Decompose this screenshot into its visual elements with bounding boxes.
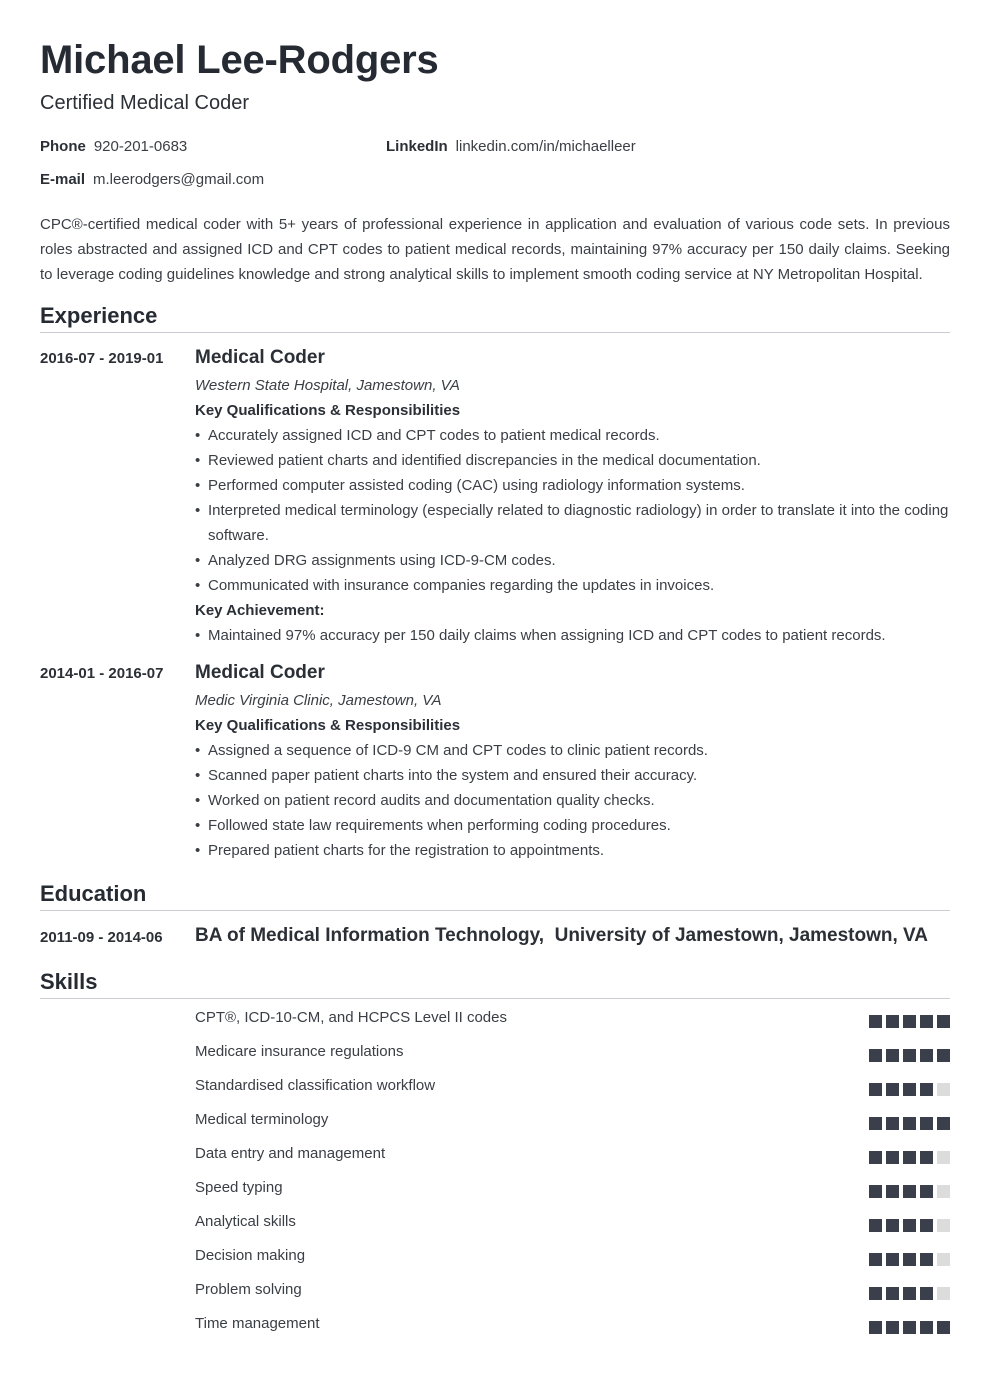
skill-level-dot-filled: [869, 1083, 882, 1096]
skill-name: Data entry and management: [195, 1145, 386, 1162]
skill-level-dot-filled: [937, 1117, 950, 1130]
job-company: Medic Virginia Clinic, Jamestown, VA: [195, 692, 442, 709]
skill-level-dot-filled: [886, 1117, 899, 1130]
skill-row: [195, 1141, 950, 1175]
job-dates: 2014-01 - 2016-07: [40, 665, 164, 682]
skills-list: [195, 1005, 950, 1345]
job-entry: [195, 343, 950, 648]
skill-row: [195, 1243, 950, 1277]
skill-level-dot-empty: [937, 1287, 950, 1300]
job-dates: 2016-07 - 2019-01: [40, 350, 164, 367]
email-label: E-mail: [40, 171, 86, 188]
skill-level-dot-filled: [869, 1253, 882, 1266]
skill-level-dot-empty: [937, 1151, 950, 1164]
skill-level-dot-filled: [886, 1083, 899, 1096]
responsibilities-list: [195, 738, 950, 863]
phone-label: Phone: [40, 138, 86, 155]
list-item: • Accurately assigned ICD and CPT codes to patient medical records.: [195, 423, 950, 448]
email-value: m.leerodgers@gmail.com: [93, 171, 265, 188]
skills-divider: [40, 998, 950, 999]
skill-level-indicator: [865, 1151, 950, 1164]
skill-level-dot-filled: [920, 1049, 933, 1062]
skill-level-indicator: [865, 1083, 950, 1096]
skill-level-dot-filled: [869, 1287, 882, 1300]
skill-level-dot-filled: [886, 1219, 899, 1232]
skill-level-dot-filled: [903, 1049, 916, 1062]
skill-level-dot-filled: [869, 1151, 882, 1164]
list-item: • Followed state law requirements when performing coding procedures.: [195, 813, 950, 838]
skill-level-dot-filled: [869, 1321, 882, 1334]
job-entry: [195, 658, 950, 863]
skill-level-dot-filled: [903, 1117, 916, 1130]
list-item: • Analyzed DRG assignments using ICD-9-CM codes.: [195, 548, 950, 573]
skill-level-dot-filled: [903, 1219, 916, 1232]
job-title: Medical Coder: [195, 347, 325, 368]
skill-level-dot-filled: [886, 1287, 899, 1300]
skill-row: [195, 1209, 950, 1243]
skill-row: [195, 1107, 950, 1141]
list-item: • Assigned a sequence of ICD-9 CM and CPT codes to clinic patient records.: [195, 738, 950, 763]
skill-level-indicator: [865, 1185, 950, 1198]
achievements-list: [195, 623, 950, 648]
skill-row: [195, 1175, 950, 1209]
skill-level-dot-filled: [920, 1219, 933, 1232]
skill-level-dot-filled: [903, 1015, 916, 1028]
skill-level-indicator: [865, 1287, 950, 1300]
candidate-name: Michael Lee-Rodgers: [40, 38, 439, 82]
skill-level-dot-filled: [920, 1321, 933, 1334]
skill-row: [195, 1005, 950, 1039]
contact-phone: [40, 138, 187, 155]
skill-level-dot-filled: [886, 1185, 899, 1198]
list-item: • Maintained 97% accuracy per 150 daily claims when assigning ICD and CPT codes to patient records.: [195, 623, 950, 648]
skill-row: [195, 1311, 950, 1345]
job-title: Medical Coder: [195, 662, 325, 683]
skill-level-dot-filled: [869, 1049, 882, 1062]
skill-name: Medical terminology: [195, 1111, 329, 1128]
list-item: • Worked on patient record audits and documentation quality checks.: [195, 788, 950, 813]
contact-linkedin: [386, 138, 636, 155]
education-degree: BA of Medical Information Technology, University of Jamestown, Jamestown, VA: [195, 925, 929, 946]
skill-name: Problem solving: [195, 1281, 302, 1298]
skill-level-dot-filled: [920, 1287, 933, 1300]
education-heading: Education: [40, 881, 147, 906]
linkedin-label: LinkedIn: [386, 138, 448, 155]
skill-level-indicator: [865, 1253, 950, 1266]
list-item: • Prepared patient charts for the registration to appointments.: [195, 838, 950, 863]
list-item: • Interpreted medical terminology (especially related to diagnostic radiology) in order to translate it into the coding software.: [195, 498, 950, 548]
qualifications-heading: Key Qualifications & Responsibilities: [195, 402, 461, 419]
phone-value: 920-201-0683: [93, 138, 188, 155]
list-item: • Reviewed patient charts and identified discrepancies in the medical documentation.: [195, 448, 950, 473]
skill-level-dot-filled: [886, 1049, 899, 1062]
skill-level-dot-filled: [886, 1151, 899, 1164]
skill-level-dot-filled: [886, 1253, 899, 1266]
skill-level-dot-empty: [937, 1083, 950, 1096]
skill-level-dot-filled: [937, 1015, 950, 1028]
skill-name: Medicare insurance regulations: [195, 1043, 404, 1060]
skill-level-dot-empty: [937, 1253, 950, 1266]
skill-level-dot-filled: [869, 1015, 882, 1028]
skill-level-dot-filled: [886, 1321, 899, 1334]
skill-row: [195, 1073, 950, 1107]
list-item: • Communicated with insurance companies regarding the updates in invoices.: [195, 573, 950, 598]
skill-level-dot-filled: [920, 1117, 933, 1130]
skill-level-dot-filled: [903, 1151, 916, 1164]
responsibilities-list: [195, 423, 950, 598]
skill-row: [195, 1277, 950, 1311]
list-item: • Performed computer assisted coding (CAC) using radiology information systems.: [195, 473, 950, 498]
skill-level-dot-filled: [937, 1049, 950, 1062]
skill-level-dot-filled: [869, 1219, 882, 1232]
qualifications-heading: Key Qualifications & Responsibilities: [195, 717, 461, 734]
skill-level-dot-filled: [869, 1185, 882, 1198]
skill-level-dot-filled: [903, 1083, 916, 1096]
skill-level-dot-filled: [920, 1253, 933, 1266]
skill-level-dot-filled: [903, 1287, 916, 1300]
skill-name: Time management: [195, 1315, 320, 1332]
skill-name: Speed typing: [195, 1179, 283, 1196]
skill-level-dot-filled: [937, 1321, 950, 1334]
skill-level-indicator: [865, 1049, 950, 1062]
skill-level-dot-filled: [903, 1253, 916, 1266]
education-dates: 2011-09 - 2014-06: [40, 929, 163, 946]
candidate-title: Certified Medical Coder: [40, 92, 249, 114]
skill-level-dot-filled: [920, 1015, 933, 1028]
skill-level-dot-filled: [920, 1083, 933, 1096]
skill-level-indicator: [865, 1117, 950, 1130]
skill-level-dot-filled: [903, 1185, 916, 1198]
education-divider: [40, 910, 950, 911]
skill-name: Decision making: [195, 1247, 306, 1264]
skill-level-dot-empty: [937, 1219, 950, 1232]
skill-row: [195, 1039, 950, 1073]
skill-name: CPT®, ICD-10-CM, and HCPCS Level II codes: [195, 1009, 507, 1026]
experience-heading: Experience: [40, 303, 158, 328]
experience-divider: [40, 332, 950, 333]
profile-summary: CPC®-certified medical coder with 5+ years of professional experience in application and evaluation of various code sets. In previous roles abstracted and assigned ICD and CPT codes to patient medical records, maintaining 97% accuracy per 150 daily claims. Seeking to leverage coding guidelines knowledge and strong analytical skills to implement smooth coding service at NY Metropolitan Hospital.: [40, 216, 950, 283]
skill-level-dot-filled: [886, 1015, 899, 1028]
skill-level-indicator: [865, 1015, 950, 1028]
achievement-heading: Key Achievement:: [195, 602, 325, 619]
skill-level-indicator: [865, 1321, 950, 1334]
skill-name: Standardised classification workflow: [195, 1077, 436, 1094]
skill-level-dot-filled: [920, 1185, 933, 1198]
skill-name: Analytical skills: [195, 1213, 296, 1230]
contact-email: [40, 171, 264, 188]
linkedin-value: linkedin.com/in/michaelleer: [455, 138, 636, 155]
skill-level-dot-filled: [869, 1117, 882, 1130]
skill-level-dot-filled: [920, 1151, 933, 1164]
job-company: Western State Hospital, Jamestown, VA: [195, 377, 460, 394]
skill-level-indicator: [865, 1219, 950, 1232]
skill-level-dot-filled: [903, 1321, 916, 1334]
list-item: • Scanned paper patient charts into the system and ensured their accuracy.: [195, 763, 950, 788]
skills-heading: Skills: [40, 969, 98, 994]
skill-level-dot-empty: [937, 1185, 950, 1198]
